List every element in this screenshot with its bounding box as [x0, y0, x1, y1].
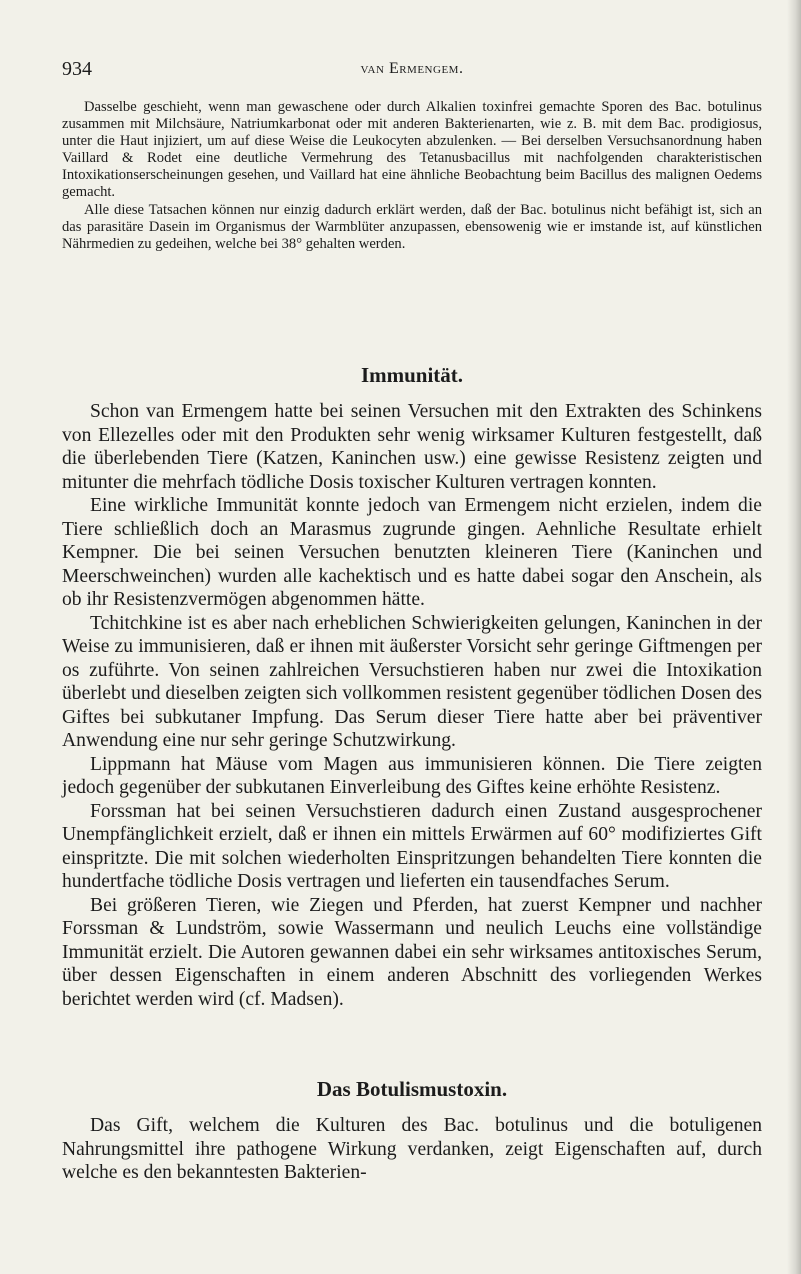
intro-paragraph-2: Alle diese Tatsachen können nur einzig dadurch erklärt werden, daß der Bac. botulinus nicht befähigt ist, sich an das parasitäre Dasein im Organismus der Warmblüter anzupassen, ebensowenig wie er imstande ist, auf künstlichen Nährmedien zu gedeihen, welche bei 38° gehalten werden. [62, 201, 762, 252]
section-heading-botulismustoxin: Das Botulismustoxin. [316, 1077, 508, 1101]
immunitaet-paragraph-5: Forssman hat bei seinen Versuchstieren dadurch einen Zustand ausgesprochener Unempfänglichkeit erzielt, daß er ihnen ein mittels Erwärmen auf 60° modifiziertes Gift einspritzte. Die mit solchen wiederholten Einspritzungen behandelten Tiere konnten die hundertfache tödliche Dosis vertragen und lieferten ein tausendfaches Serum. [62, 800, 762, 892]
section-heading-immunitaet: Immunität. [360, 363, 464, 387]
immunitaet-paragraph-6: Bei größeren Tieren, wie Ziegen und Pferden, hat zuerst Kempner und nachher Forssman & Lundström, sowie Wassermann und neulich Leuchs eine vollständige Immunität erzielt. Die Autoren gewannen dabei ein sehr wirksames antitoxisches Serum, über dessen Eigenschaften in einem anderen Abschnitt des vorliegenden Werkes berichtet werden wird (cf. Madsen). [62, 894, 762, 1010]
page-edge-shadow [787, 0, 801, 1274]
immunitaet-paragraph-3: Tchitchkine ist es aber nach erheblichen Schwierigkeiten gelungen, Kaninchen in der Weise zu immunisieren, daß er ihnen mit äußerster Vorsicht sehr geringe Giftmengen per os zuführte. Von seinen zahlreichen Versuchstieren haben nur zwei die Intoxikation überlebt und dieselben zeigten sich vollkommen resistent gegenüber tödlichen Dosen des Giftes bei subkutaner Impfung. Das Serum dieser Tiere hatte aber bei präventiver Anwendung eine nur sehr geringe Schutzwirkung. [62, 612, 762, 751]
immunitaet-paragraph-2: Eine wirkliche Immunität konnte jedoch van Ermengem nicht erzielen, indem die Tiere schließlich doch an Marasmus zugrunde gingen. Aehnliche Resultate erhielt Kempner. Die bei seinen Versuchen benutzten kleineren Tiere (Kaninchen und Meerschweinchen) wurden alle kachektisch und es hatte dabei sogar den Anschein, als ob ihr Resistenzvermögen abgenommen hätte. [62, 495, 762, 610]
immunitaet-paragraph-4: Lippmann hat Mäuse vom Magen aus immunisieren können. Die Tiere zeigten jedoch gegenüber der subkutanen Einverleibung des Giftes keine erhöhte Resistenz. [62, 753, 762, 798]
page-header [62, 58, 762, 86]
intro-paragraph-1: Dasselbe geschieht, wenn man gewaschene oder durch Alkalien toxinfrei gemachte Sporen des Bac. botulinus zusammen mit Milchsäure, Natriumkarbonat oder mit anderen Bakterienarten, wie z. B. mit dem Bac. prodigiosus, unter die Haut injiziert, um auf diese Weise die Leukocyten abzulenken. — Bei derselben Versuchsanordnung haben Vaillard & Rodet eine deutliche Vermehrung des Tetanusbacillus mit nachfolgenden charakteristischen Intoxikationserscheinungen gesehen, und Vaillard hat eine ähnliche Beobachtung beim Bacillus des malignen Oedems gemacht. [62, 99, 762, 201]
immunitaet-body [62, 400, 762, 1011]
intro-text [62, 99, 762, 253]
immunitaet-paragraph-1: Schon van Ermengem hatte bei seinen Versuchen mit den Extrakten des Schinkens von Ellezelles oder mit den Produkten sehr wenig wirksamer Kulturen festgestellt, daß die überlebenden Tiere (Katzen, Kaninchen usw.) eine gewisse Resistenz zeigten und mitunter die mehrfach tödliche Dosis toxischer Kulturen vertragen konnten. [62, 401, 762, 493]
page-number: 934 [62, 58, 92, 80]
botulismustoxin-paragraph-1: Das Gift, welchem die Kulturen des Bac. botulinus und die botuligenen Nahrungsmittel ihre pathogene Wirkung verdanken, zeigt Eigenschaften auf, durch welche es den bekanntesten Bakterien- [62, 1115, 762, 1183]
running-title: van Ermengem. [360, 60, 464, 77]
botulismustoxin-body [62, 1114, 762, 1185]
